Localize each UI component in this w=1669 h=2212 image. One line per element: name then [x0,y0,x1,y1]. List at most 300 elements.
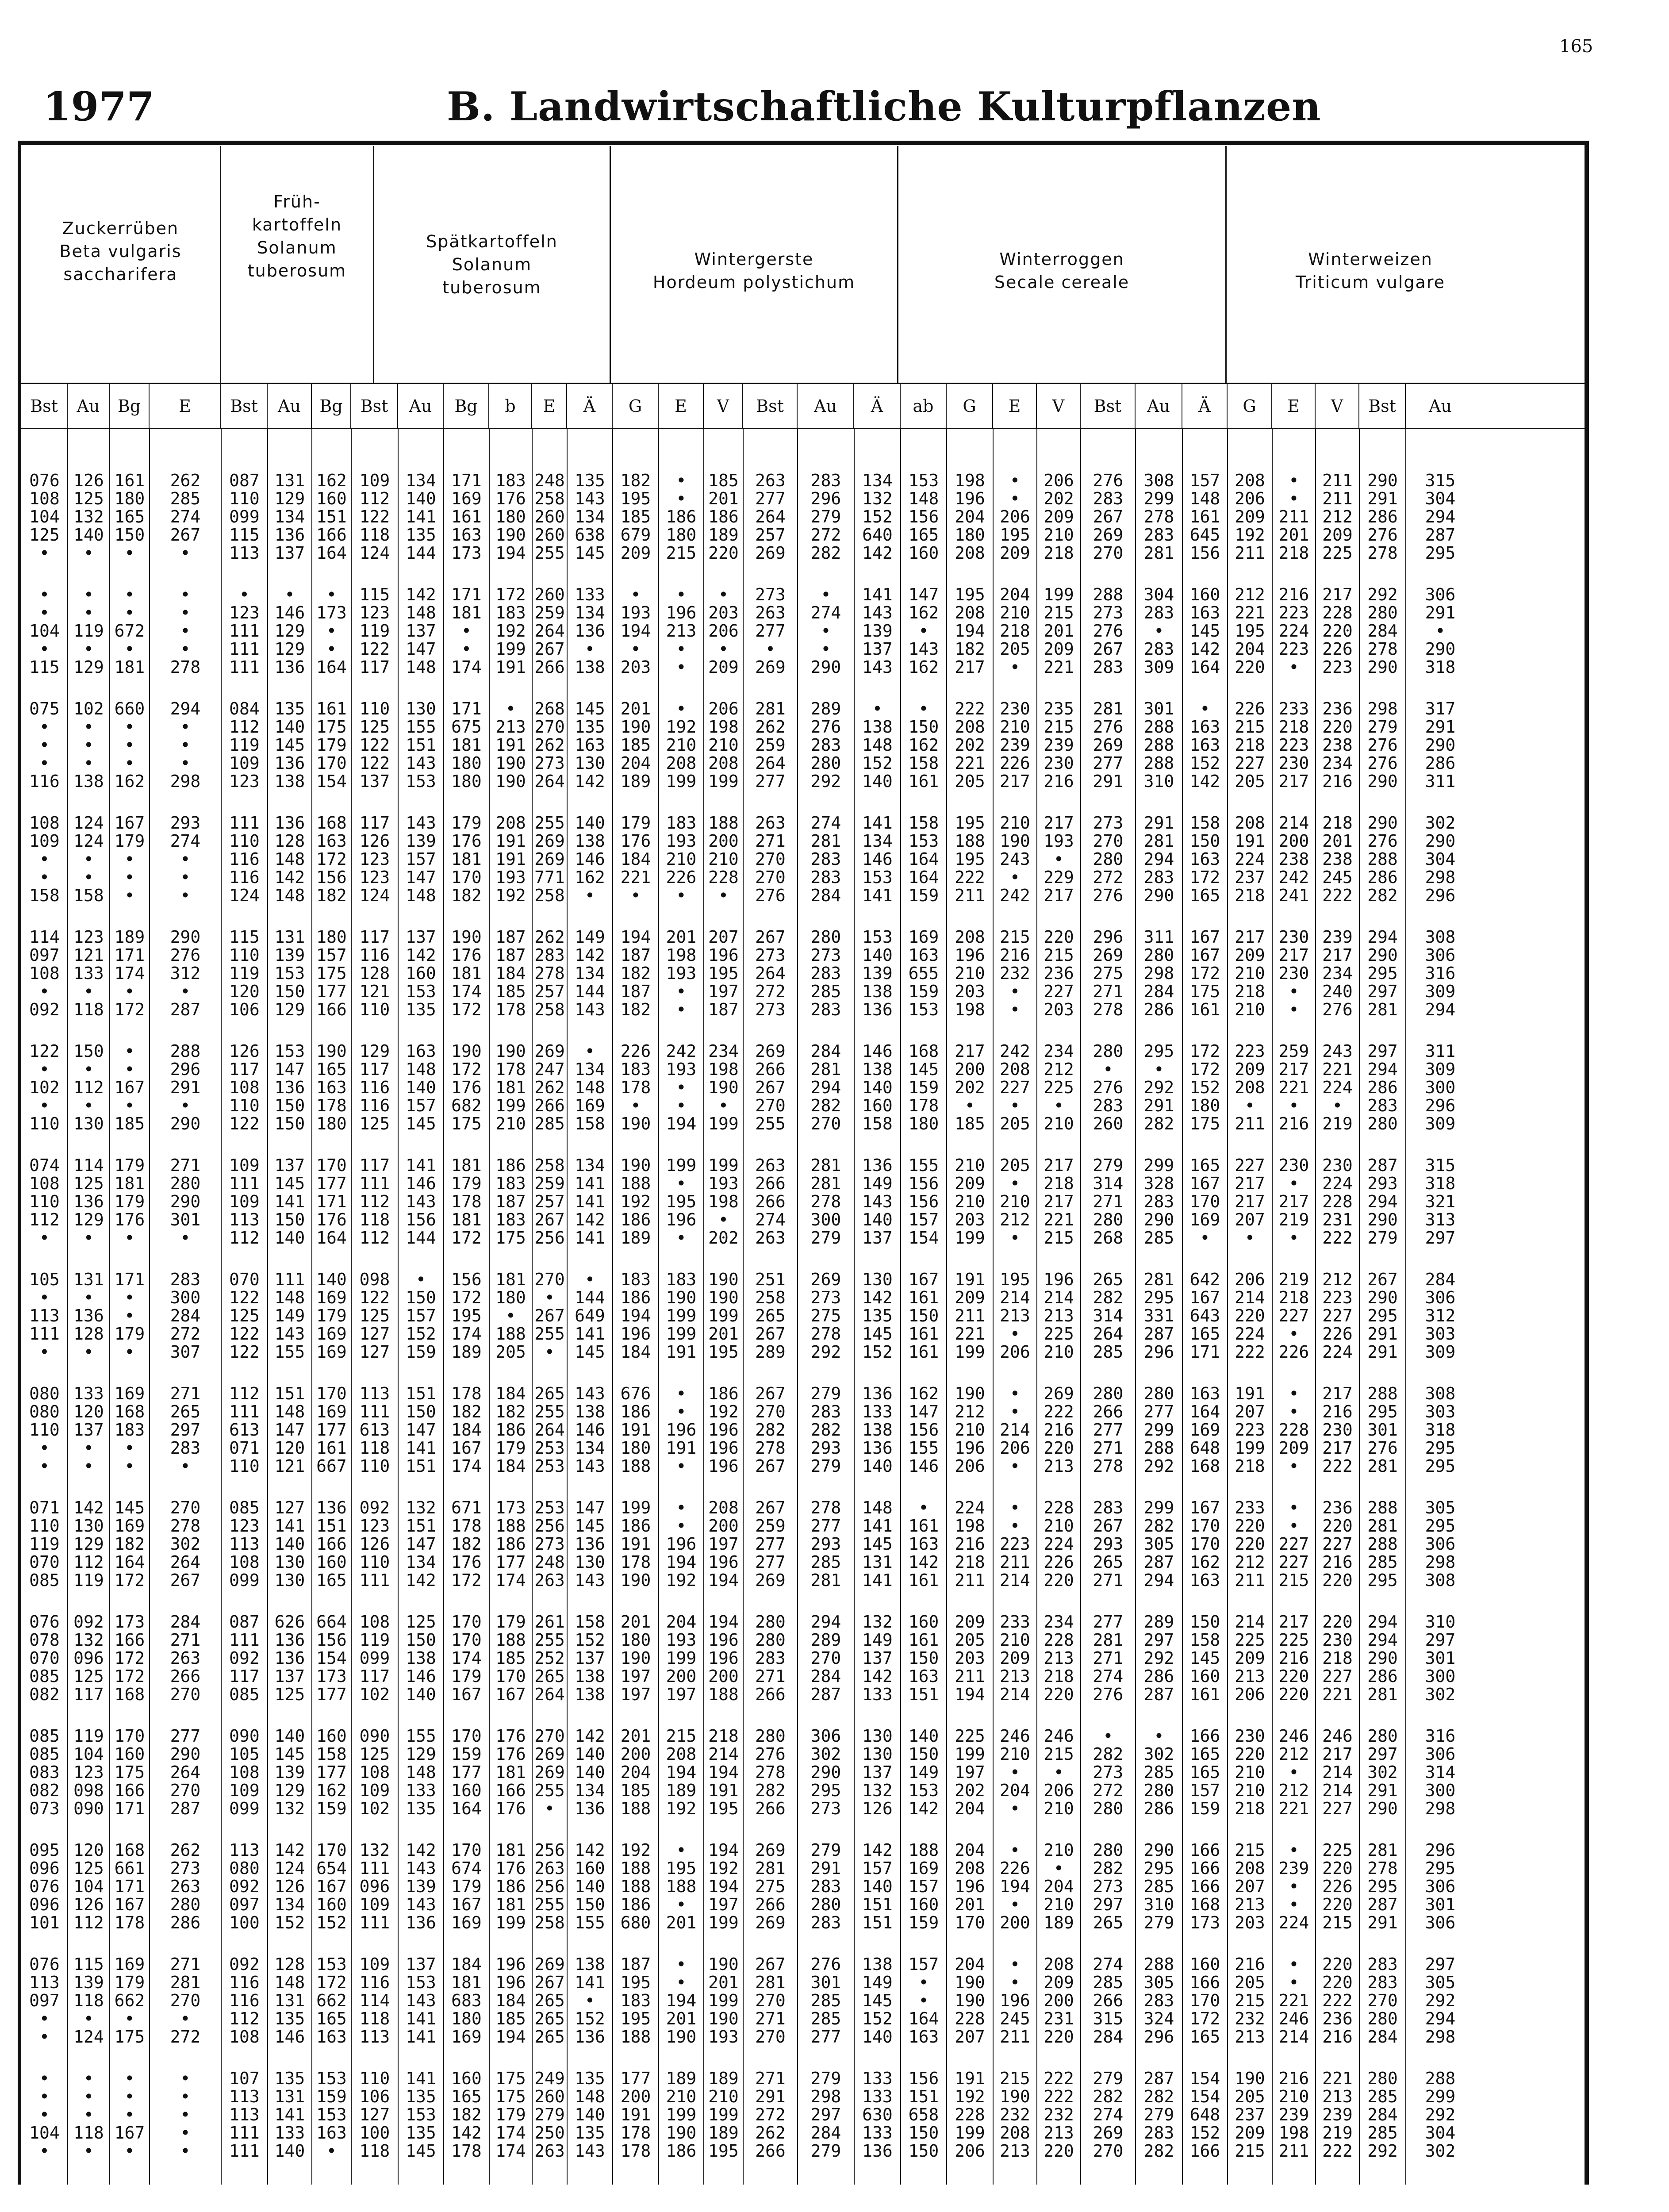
table-cell: 181 179 178 181 172 [451,1156,482,1248]
table-cell: 140 169 179 169 169 [316,1270,347,1362]
table-cell: 090 125 108 109 102 [359,1726,390,1818]
table-cell: 155 129 148 133 135 [406,1726,436,1818]
table-cell: 246 212 • 212 221 [1278,1726,1309,1818]
table-cell: 183 176 180 190 194 [495,471,526,563]
table-cell: 158 153 164 164 159 [908,813,939,905]
table-cell: 092 116 116 112 108 [229,1955,260,2047]
table-cell: 173 166 172 172 168 [114,1612,145,1704]
page-title: B. Landwirtschaftliche Kulturpflanzen [447,83,1321,130]
table-cell: 270 269 269 255 • [534,1726,565,1818]
group-label: Winterroggen Secale cereale [994,250,1130,292]
table-cell: 162 160 151 166 164 [316,471,347,563]
table-cell: 260 259 264 267 266 [534,585,565,677]
table-cell: 142 130 129 112 119 [73,1498,104,1590]
table-cell: • • 672 • 181 [114,585,145,677]
table-cell: 210 • 204 210 189 [1044,1840,1074,1932]
column-header: E [1272,384,1316,428]
table-cell: 194 192 194 197 199 [708,1840,739,1932]
table-cell: 090 105 108 109 099 [229,1726,260,1818]
table-row-block [21,1042,1585,1175]
table-cell: 283 267 293 265 271 [1093,1498,1124,1590]
table-cell: 290 295 285 310 279 [1143,1840,1174,1932]
table-cell: 269 266 267 270 255 [755,1041,786,1133]
table-cell: 218 201 238 245 222 [1322,813,1353,905]
table-cell: 076 108 104 125 • [29,471,60,563]
table-cell: 210 190 243 • 242 [1000,813,1030,905]
table-cell: 246 215 • 206 210 [1044,1726,1074,1818]
table-cell: 256 263 256 255 258 [534,1840,565,1932]
table-cell: 220 230 218 227 221 [1322,1612,1353,1704]
table-cell: 130 155 151 143 153 [406,699,436,791]
table-cell: 177 200 191 178 178 [620,2069,651,2161]
table-cell: 110 106 127 100 118 [359,2069,390,2161]
table-cell: 243 221 224 • 219 [1322,1041,1353,1133]
table-cell: 151 148 147 120 121 [274,1384,305,1476]
table-right-border [1585,141,1589,2185]
table-cell: 167 161 150 161 161 [908,1270,939,1362]
table-cell: • 123 111 111 111 [229,585,260,677]
table-cell: 115 139 118 • 124 [73,1955,104,2047]
table-cell: 316 306 314 300 298 [1425,1726,1456,1818]
table-cell: 194 187 182 187 182 [620,927,651,1019]
table-cell: 216 223 224 223 • [1278,585,1309,677]
table-cell: 190 212 210 196 206 [955,1384,985,1476]
table-cell: 191 192 228 199 206 [955,2069,985,2161]
table-cell: • • • • 278 [170,585,201,677]
table-cell: 109 111 109 113 112 [229,1156,260,1248]
column-header: Ä [1182,384,1228,428]
table-cell: 249 260 279 250 263 [534,2069,565,2161]
table-cell: 206 198 210 208 199 [708,699,739,791]
table-cell: 170 177 171 176 164 [316,1156,347,1248]
table-cell: 111 148 149 143 155 [274,1270,305,1362]
column-header: V [1316,384,1359,428]
table-cell: 221 213 239 219 222 [1322,2069,1353,2161]
table-cell: 294 290 295 297 281 [1367,927,1398,1019]
table-cell: 258 259 257 267 256 [534,1156,565,1248]
table-cell: 281 276 269 277 291 [1093,699,1124,791]
table-cell: 290 276 288 286 282 [1367,813,1398,905]
table-cell: 123 121 133 • 118 [73,927,104,1019]
table-cell: 135 148 140 135 143 [575,2069,605,2161]
table-cell: 156 172 195 174 189 [451,1270,482,1362]
group-header-spaetkartoffeln [374,146,611,383]
table-cell: 288 295 301 276 281 [1367,1384,1398,1476]
table-cell: 184 182 186 179 184 [495,1384,526,1476]
table-cell: 192 188 188 186 680 [620,1840,651,1932]
table-cell: 172 172 152 180 175 [1189,1041,1220,1133]
table-cell: 284 281 294 282 270 [810,1041,841,1133]
table-cell: 208 196 210 203 198 [955,927,985,1019]
table-cell: 142 124 126 134 152 [274,1840,305,1932]
column-header: E [659,384,704,428]
table-row-block [21,928,1585,1061]
table-cell: 126 117 108 110 122 [229,1041,260,1133]
table-cell: 185 201 186 189 220 [708,471,739,563]
table-cell: 160 166 170 172 165 [1189,1955,1220,2047]
table-cell: 076 078 070 085 082 [29,1612,60,1704]
table-row-block [21,814,1585,947]
table-cell: 195 208 194 182 217 [955,585,985,677]
table-cell: 230 • 217 219 • [1278,1156,1309,1248]
table-cell: 108 109 • • 158 [29,813,60,905]
table-cell: 281 295 331 287 296 [1143,1270,1174,1362]
table-cell: 107 113 113 111 111 [229,2069,260,2161]
table-cell: 269 281 275 266 269 [755,1840,786,1932]
table-cell: 085 123 113 108 099 [229,1498,260,1590]
table-cell: 236 220 238 234 216 [1322,699,1353,791]
table-cell: 191 209 211 221 199 [955,1270,985,1362]
table-cell: 306 291 • 290 318 [1425,585,1456,677]
table-cell: 158 152 137 138 138 [575,1612,605,1704]
table-cell: • 134 148 169 158 [575,1041,605,1133]
table-cell: 284 306 312 303 309 [1425,1270,1456,1362]
table-cell: 220 215 236 227 203 [1044,927,1074,1019]
table-cell: 160 165 182 142 178 [451,2069,482,2161]
column-header: Au [798,384,854,428]
table-cell: 071 110 119 070 085 [29,1498,60,1590]
table-cell: • • 196 194 192 [666,1498,697,1590]
table-cell: • • 104 • 115 [29,585,60,677]
table-cell: 283 300 284 272 307 [170,1270,201,1362]
table-cell: 217 193 • 229 217 [1044,813,1074,905]
table-cell: 230 217 230 • • [1278,927,1309,1019]
table-cell: • 203 206 • 209 [708,585,739,677]
table-cell: 298 279 276 276 290 [1367,699,1398,791]
table-cell: • 192 210 208 199 [666,699,697,791]
table-cell: 223 209 208 • 211 [1235,1041,1265,1133]
table-cell: 191 207 223 199 218 [1235,1384,1265,1476]
table-cell: 154 154 648 152 166 [1189,2069,1220,2161]
table-cell: 280 277 299 288 292 [1143,1384,1174,1476]
table-cell: 131 139 153 150 129 [274,927,305,1019]
table-cell: 230 210 239 226 217 [1000,699,1030,791]
column-header: Bst [21,384,68,428]
table-cell: • 146 129 129 136 [274,585,305,677]
table-cell: 142 157 140 151 151 [862,1840,893,1932]
table-cell: 143 139 157 147 148 [406,813,436,905]
table-cell: 206 214 220 224 222 [1235,1270,1265,1362]
table-cell: • 138 148 152 140 [862,699,893,791]
table-cell: 220 220 222 236 216 [1322,1955,1353,2047]
group-label: Spätkartoffeln Solanum tuberosum [426,232,558,297]
table-cell: 265 255 264 253 253 [534,1384,565,1476]
table-cell: 206 202 209 210 218 [1044,471,1074,563]
table-cell: 133 134 136 • 138 [575,585,605,677]
table-cell: 190 205 237 209 215 [1235,2069,1265,2161]
table-cell: 074 108 110 112 • [29,1156,60,1248]
table-cell: 204 210 218 205 • [1000,585,1030,677]
table-cell: 145 135 163 130 142 [575,699,605,791]
column-header: G [613,384,659,428]
table-cell: 173 188 186 177 174 [495,1498,526,1590]
table-cell: 167 170 170 162 163 [1189,1498,1220,1590]
table-cell: 199 • 195 196 • [666,1156,697,1248]
table-cell: 205 • 210 212 • [1000,1156,1030,1248]
group-header-winterroggen [898,146,1227,383]
table-cell: 315 304 294 287 295 [1425,471,1456,563]
table-cell: 128 148 131 135 146 [274,1955,305,2047]
table-cell: 095 096 076 096 101 [29,1840,60,1932]
table-cell: 138 141 • 152 136 [575,1955,605,2047]
table-row-block [21,1385,1585,1517]
table-cell: 075 • • • 116 [29,699,60,791]
table-cell: 290 276 312 • 287 [170,927,201,1019]
group-header-fruehkartoffeln [221,146,374,383]
table-cell: 209 205 203 211 194 [955,1612,985,1704]
table-cell: 262 283 278 257 258 [534,927,565,1019]
table-cell: 084 112 119 109 123 [229,699,260,791]
table-cell: 271 281 270 • 272 [170,1955,201,2047]
table-cell: 204 208 196 201 170 [955,1840,985,1932]
table-cell: 234 212 225 • 210 [1044,1041,1074,1133]
column-header-row [21,383,1585,429]
table-cell: 189 171 174 • 172 [114,927,145,1019]
table-cell: 201 190 185 204 189 [620,699,651,791]
table-row-block [21,1271,1585,1403]
table-cell: • 150 162 158 161 [908,699,939,791]
column-header: Au [1136,384,1182,428]
table-cell: 187 187 184 185 178 [495,927,526,1019]
table-cell: 111 110 116 116 124 [229,813,260,905]
table-cell: 147 145 136 130 143 [575,1498,605,1590]
table-cell: 189 210 199 190 186 [666,2069,697,2161]
table-cell: 161 175 179 170 154 [316,699,347,791]
table-cell: 222 222 232 213 220 [1044,2069,1074,2161]
table-cell: 268 270 262 273 264 [534,699,565,791]
table-cell: 215 208 207 213 203 [1235,1840,1265,1932]
table-cell: 179 188 185 170 167 [495,1612,526,1704]
table-cell: 153 147 136 150 150 [274,1041,305,1133]
table-cell: 167 167 172 175 161 [1189,927,1220,1019]
table-cell: 187 195 183 195 188 [620,1955,651,2047]
table-cell: 226 215 218 227 205 [1235,699,1265,791]
table-cell: 140 145 139 129 132 [274,1726,305,1818]
table-cell: 132 151 147 134 142 [406,1498,436,1590]
table-cell: 246 210 • 204 • [1000,1726,1030,1818]
table-cell: 119 104 123 098 090 [73,1726,104,1818]
table-row-block [21,1841,1585,1974]
column-header: Bst [1359,384,1406,428]
table-cell: 153 140 139 138 136 [862,927,893,1019]
table-cell: 135 131 141 133 140 [274,2069,305,2161]
table-cell: 301 288 288 288 310 [1143,699,1174,791]
table-cell: • 302 285 280 286 [1143,1726,1174,1818]
table-cell: 242 208 227 • 205 [1000,1041,1030,1133]
table-cell: 311 309 300 296 309 [1425,1041,1456,1133]
column-header: ab [901,384,947,428]
table-cell: 117 111 112 118 112 [359,1156,390,1248]
table-cell: 113 111 613 118 110 [359,1384,390,1476]
table-cell: 259 217 221 • 216 [1278,1041,1309,1133]
table-cell: 186 192 196 196 196 [708,1384,739,1476]
table-cell: 178 182 184 167 174 [451,1384,482,1476]
table-cell: 317 291 290 286 311 [1425,699,1456,791]
column-header: b [489,384,532,428]
table-cell: 188 169 157 160 159 [908,1840,939,1932]
table-cell: 296 295 306 301 306 [1425,1840,1456,1932]
table-cell: 166 165 165 157 159 [1189,1726,1220,1818]
table-cell: 188 200 210 228 • [708,813,739,905]
table-cell: 150 158 145 160 161 [1189,1612,1220,1704]
table-cell: 190 176 181 174 172 [451,927,482,1019]
table-cell: 299 328 283 290 285 [1143,1156,1174,1248]
table-cell: 186 183 187 183 175 [495,1156,526,1248]
table-cell: 125 150 138 146 140 [406,1612,436,1704]
table-cell: 208 200 197 196 194 [708,1498,739,1590]
column-header: Bg [444,384,489,428]
table-cell: 279 314 271 280 268 [1093,1156,1124,1248]
column-header: Au [1429,396,1452,416]
table-cell: 279 283 282 293 279 [810,1384,841,1476]
table-cell: 190 188 192 186 189 [620,1156,651,1248]
table-cell: 130 130 137 132 126 [862,1726,893,1818]
table-cell: 129 117 116 116 125 [359,1041,390,1133]
table-cell: 190 201 199 190 193 [708,1955,739,2047]
table-cell: 293 274 • • • [170,813,201,905]
table-cell: 216 210 239 198 211 [1278,2069,1309,2161]
table-cell: 133 120 137 • • [73,1384,104,1476]
table-cell: 162 147 156 155 146 [908,1384,939,1476]
table-cell: 269 273 275 278 292 [810,1270,841,1362]
table-cell: 163 164 169 648 168 [1189,1384,1220,1476]
table-cell: 122 • 102 • 110 [29,1041,60,1133]
table-cell: 165 167 170 169 • [1189,1156,1220,1248]
table-cell: 280 266 277 271 278 [1093,1384,1124,1476]
table-cell: 195 214 213 • 206 [1000,1270,1030,1362]
column-header: Bst [221,384,268,428]
column-header: E [993,384,1037,428]
table-cell: • • 221 246 214 [1278,1955,1309,2047]
table-cell: 302 290 304 298 296 [1425,813,1456,905]
table-cell: 180 157 175 177 166 [316,927,347,1019]
table-cell: 196 214 213 225 210 [1044,1270,1074,1362]
table-cell: 230 224 228 231 222 [1322,1156,1353,1248]
table-cell: 276 301 285 285 277 [810,1955,841,2047]
table-cell: 109 112 122 118 124 [359,471,390,563]
table-cell: 305 295 306 298 308 [1425,1498,1456,1590]
table-cell: • 239 • • 224 [1278,1840,1309,1932]
table-cell: 112 111 613 071 110 [229,1384,260,1476]
table-cell: • • 186 180 215 [666,471,697,563]
table-body [21,429,1585,2185]
table-cell: 141 146 143 156 144 [406,1156,436,1248]
table-cell: 660 • • • 162 [114,699,145,791]
group-label: Winterweizen Triticum vulgare [1295,250,1446,292]
table-cell: 227 217 217 207 • [1235,1156,1265,1248]
table-cell: 308 303 318 295 295 [1425,1384,1456,1476]
table-cell: 169 179 662 • 175 [114,1955,145,2047]
table-cell: 145 169 182 164 172 [114,1498,145,1590]
table-cell: 276 283 267 269 270 [1093,471,1124,563]
table-cell: 181 180 • 188 205 [495,1270,526,1362]
table-cell: 235 215 239 230 216 [1044,699,1074,791]
table-cell: 148 141 145 131 141 [862,1498,893,1590]
table-cell: • • 214 206 • [1000,1384,1030,1476]
table-cell: 294 289 270 284 287 [810,1612,841,1704]
table-cell: 070 122 125 122 122 [229,1270,260,1362]
table-cell: 280 276 278 282 266 [755,1726,786,1818]
table-cell: 274 285 266 315 284 [1093,1955,1124,2047]
table-cell: • • 196 191 • [666,1384,697,1476]
table-cell: 277 281 271 274 276 [1093,1612,1124,1704]
table-cell: 234 228 213 218 220 [1044,1612,1074,1704]
table-cell: 163 148 140 157 145 [406,1041,436,1133]
table-cell: 664 156 154 173 177 [316,1612,347,1704]
table-cell: 201 200 204 185 188 [620,1726,651,1818]
table-cell: 211 211 212 209 225 [1322,471,1353,563]
table-cell: 087 110 099 115 113 [229,471,260,563]
table-cell: 278 277 293 285 281 [810,1498,841,1590]
table-cell: 120 125 104 126 112 [73,1840,104,1932]
table-cell: 151 150 147 141 151 [406,1384,436,1476]
table-cell: 204 190 190 228 207 [955,1955,985,2047]
table-cell: 098 122 125 127 127 [359,1270,390,1362]
table-cell: 179 176 181 170 182 [451,813,482,905]
table-cell: 255 269 269 771 258 [534,813,565,905]
group-header-wintergerste [611,146,898,383]
table-cell: 199 215 201 209 221 [1044,585,1074,677]
table-cell: 136 128 148 142 148 [274,813,305,905]
table-cell: 207 196 195 197 187 [708,927,739,1019]
table-cell: 626 136 136 137 125 [274,1612,305,1704]
table-cell: 167 179 • • • [114,813,145,905]
table-cell: 132 149 137 142 133 [862,1612,893,1704]
table-row-block [21,1156,1585,1289]
table-cell: 195 188 195 222 211 [955,813,985,905]
table-cell: 114 097 108 • 092 [29,927,60,1019]
table-cell: 296 269 275 271 278 [1093,927,1124,1019]
table-cell: 126 125 132 140 • [73,471,104,563]
table-cell: • 173 • • 164 [316,585,347,677]
table-cell: 115 123 119 122 117 [359,585,390,677]
table-cell: 217 225 216 220 220 [1278,1612,1309,1704]
table-cell: 280 285 284 285 292 [1367,2069,1398,2161]
table-cell: 134 141 141 142 141 [575,1156,605,1248]
table-cell: 217 200 202 • 185 [955,1041,985,1133]
column-header: Au [398,384,444,428]
table-cell: 233 220 220 212 211 [1235,1498,1265,1590]
table-cell: 271 265 297 283 • [170,1384,201,1476]
table-cell: 265 282 314 264 285 [1093,1270,1124,1362]
table-cell: 146 138 140 160 158 [862,1041,893,1133]
table-cell: 294 • • • 298 [170,699,201,791]
table-cell: • • 223 211 214 [1000,1498,1030,1590]
table-cell: 279 282 274 269 270 [1093,2069,1124,2161]
table-cell: 102 • • • 138 [73,699,104,791]
table-cell: 308 299 278 283 281 [1143,471,1174,563]
table-row-block [21,2070,1585,2202]
table-cell: 114 125 136 129 • [73,1156,104,1248]
table-cell: 179 176 184 221 • [620,813,651,905]
table-cell: 218 214 194 191 195 [708,1726,739,1818]
table-cell: 246 217 214 214 227 [1322,1726,1353,1818]
table-cell: 215 208 194 189 192 [666,1726,697,1818]
table-cell: 199 193 198 • 202 [708,1156,739,1248]
table-cell: 242 193 • • 194 [666,1041,697,1133]
table-cell: 157 148 161 645 156 [1189,471,1220,563]
table-cell: 183 190 199 199 191 [666,1270,697,1362]
table-cell: 160 158 177 162 159 [316,1726,347,1818]
table-cell: 208 209 200 231 220 [1044,1955,1074,2047]
column-header: E [532,384,567,428]
column-header: Bst [743,384,798,428]
table-cell: 280 • 276 283 260 [1093,1041,1124,1133]
table-cell: 267 290 295 291 291 [1367,1270,1398,1362]
table-cell: 311 280 298 284 286 [1143,927,1174,1019]
table-cell: 217 228 220 226 223 [1322,585,1353,677]
table-cell: 225 199 197 202 204 [955,1726,985,1818]
